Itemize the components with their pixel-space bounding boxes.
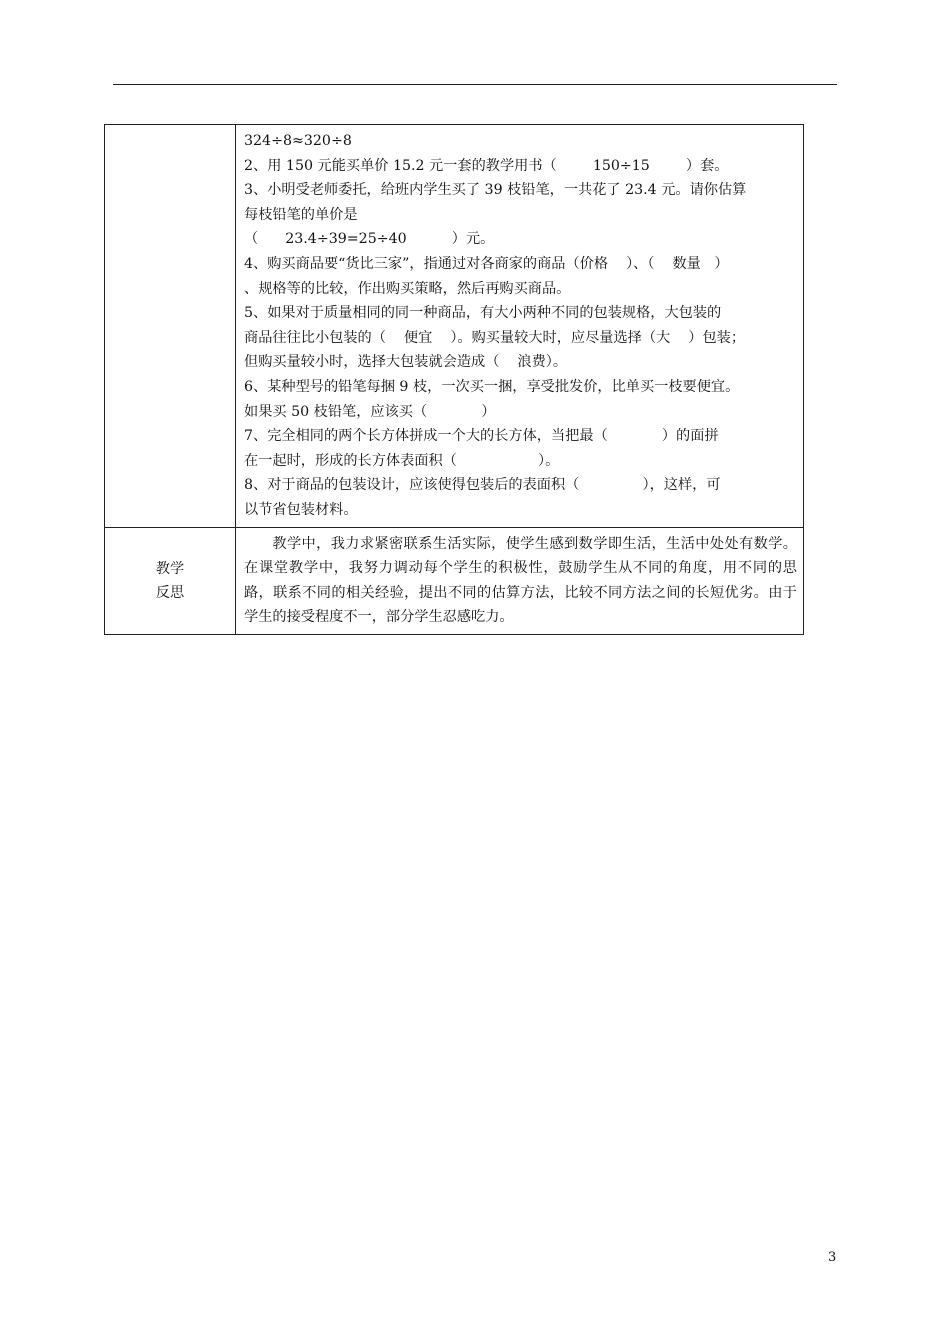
- exercise-line: 6、某种型号的铅笔每捆 9 枝，一次买一捆，享受批发价，比单买一枝要便宜。: [244, 378, 740, 395]
- exercise-line: 每枝铅笔的单价是: [244, 206, 358, 223]
- exercise-line: 、规格等的比较，作出购买策略，然后再购买商品。: [244, 280, 571, 297]
- exercise-line: 8、对于商品的包装设计，应该使得包装后的表面积（ ），这样，可: [244, 477, 721, 494]
- reflection-paragraph: 教学中，我力求紧密联系生活实际，使学生感到数学即生活，生活中处处有数学。在课堂教学中，我努力调动每个学生的积极性，鼓励学生从不同的角度，用不同的思路，联系不同的相关经验，提出不同的估算方法，比较不同方法之间的长短优劣。由于学生的接受程度不一，部分学生忍感吃力。: [244, 535, 797, 626]
- exercise-line: （ 23.4÷39=25÷40 ）元。: [244, 231, 495, 248]
- reflection-content-cell: [236, 527, 804, 634]
- reflection-row: [105, 527, 804, 634]
- page-number: 3: [828, 1250, 837, 1265]
- exercise-line: 324÷8≈320÷8: [244, 133, 352, 149]
- exercise-row: [105, 125, 804, 528]
- exercise-content-cell: [236, 125, 804, 528]
- exercise-line: 3、小明受老师委托，给班内学生买了 39 枝铅笔，一共花了 23.4 元。请你估算: [244, 182, 747, 199]
- reflection-label-cell: [105, 527, 236, 634]
- exercise-line: 在一起时，形成的长方体表面积（ ）。: [244, 452, 560, 469]
- exercise-line: 7、完全相同的两个长方体拼成一个大的长方体，当把最（ ）的面拼: [244, 428, 719, 445]
- exercise-line: 5、如果对于质量相同的同一种商品，有大小两种不同的包装规格，大包装的: [244, 305, 722, 322]
- reflection-label-line: 反思: [155, 584, 185, 601]
- exercise-line: 4、购买商品要“货比三家”，指通过对各商家的商品（价格 ）、（ 数量 ）: [244, 255, 729, 272]
- lesson-table: [104, 124, 804, 635]
- header-rule: [113, 84, 837, 85]
- exercise-line: 商品往往比小包装的（ 便宜 ）。购买量较大时，应尽量选择（大 ）包装；: [244, 329, 746, 346]
- exercise-line: 但购买量较小时，选择大包装就会造成（ 浪费）。: [244, 354, 568, 371]
- exercise-line: 以节省包装材料。: [244, 501, 358, 518]
- reflection-label-line: 教学: [155, 560, 185, 577]
- exercise-label-cell: [105, 125, 236, 528]
- exercise-line: 如果买 50 枝铅笔，应该买（ ）: [244, 403, 496, 420]
- exercise-line: 2、用 150 元能买单价 15.2 元一套的教学用书（ 150÷15 ）套。: [244, 157, 729, 174]
